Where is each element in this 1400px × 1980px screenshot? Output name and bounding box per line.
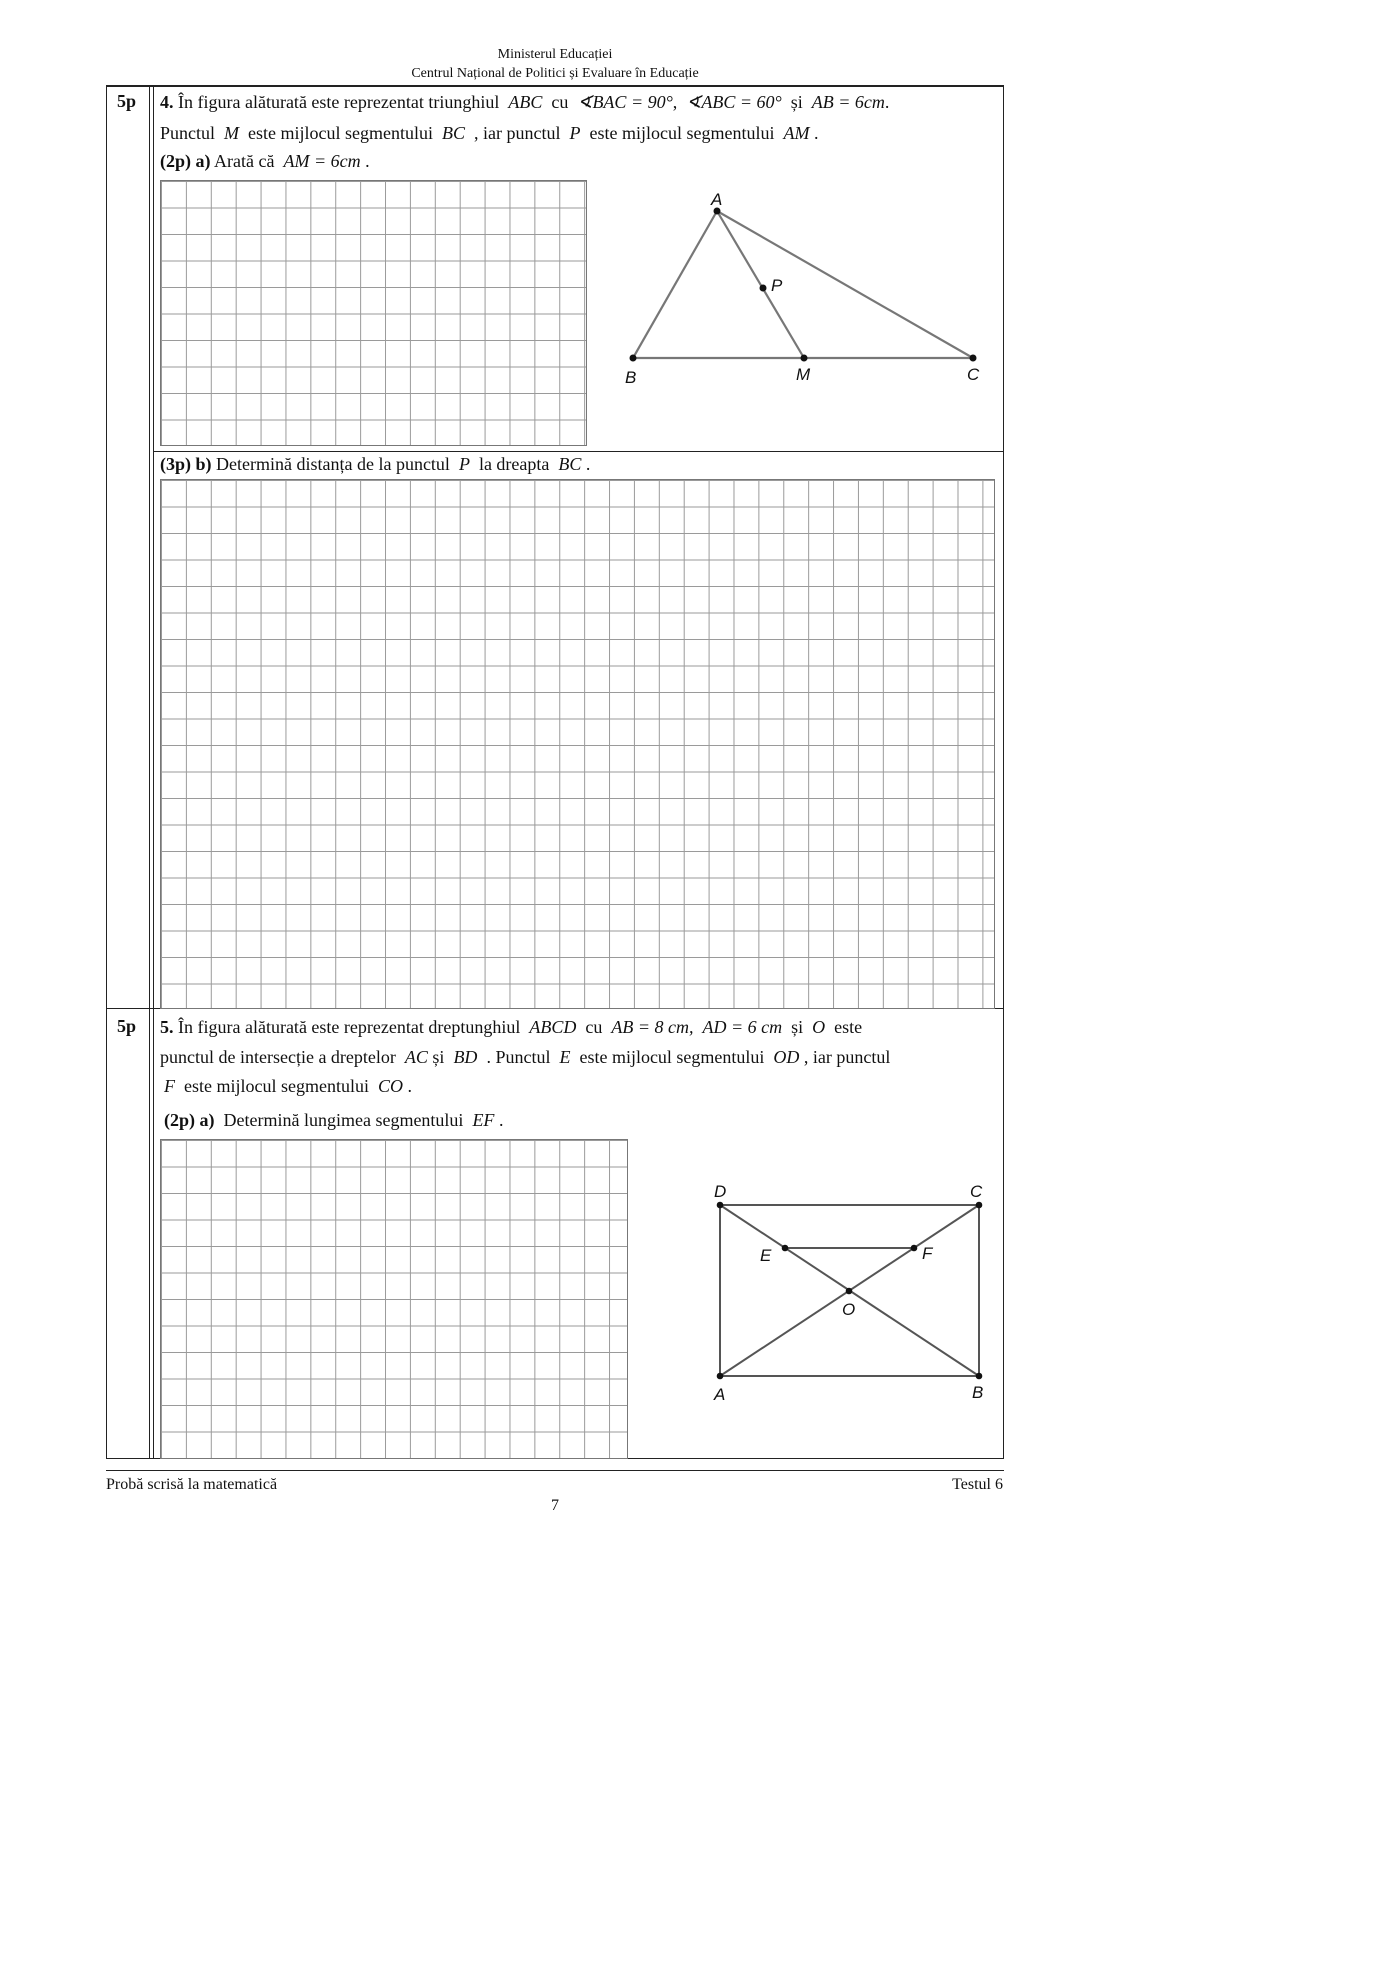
problem4-text: În figura alăturată este reprezentat triunghiul bbox=[178, 92, 500, 112]
part-a-text: Arată că bbox=[214, 151, 275, 171]
triangle-figure bbox=[600, 180, 1000, 400]
word-cu: cu bbox=[585, 1017, 603, 1037]
point-m-label: M bbox=[796, 365, 811, 384]
column-divider-a bbox=[149, 85, 150, 1459]
answer-grid-5a[interactable] bbox=[160, 1139, 628, 1459]
part-b-label: b) bbox=[195, 454, 212, 474]
problem5-statement-line3 bbox=[164, 1075, 412, 1097]
table-top-border bbox=[106, 85, 1004, 87]
table-right-border bbox=[1003, 85, 1004, 1459]
page-number: 7 bbox=[551, 1497, 559, 1514]
text-mijlocul-2: este mijlocul segmentului bbox=[184, 1076, 369, 1096]
angle-bac: ∢BAC = 90° bbox=[577, 92, 673, 112]
text-intersection: punctul de intersecție a dreptelor bbox=[160, 1047, 396, 1067]
problem5-number: 5. bbox=[160, 1017, 174, 1037]
problem4-number: 4. bbox=[160, 92, 174, 112]
point-e-label: E bbox=[760, 1246, 772, 1265]
point-o: O bbox=[812, 1017, 826, 1037]
part-b-text-2: la dreapta bbox=[478, 454, 550, 474]
text-mijlocul: este mijlocul segmentului bbox=[248, 123, 433, 143]
word-cu: cu bbox=[551, 92, 569, 112]
segment-ab-length: AB = 8 cm, bbox=[611, 1017, 694, 1037]
problem5-text: În figura alăturată este reprezentat dreptunghiul bbox=[178, 1017, 521, 1037]
part-a-text: Determină lungimea segmentului bbox=[223, 1110, 464, 1130]
period: . bbox=[813, 123, 819, 143]
problem5-statement-line1 bbox=[160, 1016, 862, 1038]
problem4-part-a bbox=[160, 150, 370, 172]
problem4-part-b bbox=[160, 453, 590, 475]
rectangle-name: ABCD bbox=[529, 1017, 577, 1037]
angle-abc: ∢ABC = 60° bbox=[686, 92, 782, 112]
line-bd: BD bbox=[453, 1047, 478, 1067]
part-a-points: (2p) bbox=[164, 1110, 195, 1130]
segment-ad-length: AD = 6 cm bbox=[702, 1017, 783, 1037]
answer-grid-4b[interactable] bbox=[160, 479, 995, 1009]
period: . bbox=[407, 1076, 412, 1096]
table-left-border bbox=[106, 85, 107, 1459]
text-iar-punctul: , iar punctul bbox=[803, 1047, 891, 1067]
period: . bbox=[884, 92, 890, 112]
problem5-part-a bbox=[164, 1109, 503, 1131]
problem5-statement-line2 bbox=[160, 1046, 890, 1068]
segment-co: CO bbox=[377, 1076, 403, 1096]
point-o-label: O bbox=[842, 1300, 856, 1319]
footer-rule bbox=[106, 1470, 1004, 1471]
vertex-a-label: A bbox=[714, 1385, 726, 1404]
text-mijlocul-2: este mijlocul segmentului bbox=[589, 123, 775, 143]
vertex-c-label: C bbox=[970, 1182, 983, 1201]
segment-ef: EF bbox=[472, 1110, 495, 1130]
footer-test-number: Testul 6 bbox=[952, 1476, 1003, 1493]
period: . bbox=[585, 454, 591, 474]
vertex-b-label: B bbox=[972, 1383, 984, 1402]
word-si: și bbox=[790, 92, 803, 112]
segment-bc: BC bbox=[441, 123, 465, 143]
word-si: și bbox=[791, 1017, 804, 1037]
problem4-points: 5p bbox=[117, 91, 137, 111]
point-m: M bbox=[224, 123, 240, 143]
part-a-label: a) bbox=[199, 1110, 215, 1130]
problem4-statement-line1 bbox=[160, 91, 889, 113]
vertex-a-label: A bbox=[711, 190, 723, 209]
vertex-b-label: B bbox=[625, 368, 637, 387]
vertex-d-label: D bbox=[714, 1182, 727, 1201]
point-f-label: F bbox=[922, 1244, 933, 1263]
point-p-ref: P bbox=[458, 454, 470, 474]
problem4-statement-line2 bbox=[160, 122, 818, 144]
triangle-name: ABC bbox=[508, 92, 543, 112]
segment-od: OD bbox=[773, 1047, 800, 1067]
segment-ab-length: AB = 6cm bbox=[811, 92, 885, 112]
part-b-text: Determină distanța de la punctul bbox=[216, 454, 450, 474]
part-b-points: (3p) bbox=[160, 454, 191, 474]
header-center: Centrul Național de Politici și Evaluare în Educație bbox=[411, 66, 699, 81]
word-este: este bbox=[834, 1017, 863, 1037]
rectangle-figure bbox=[700, 1170, 1000, 1410]
line-bc-ref: BC bbox=[558, 454, 582, 474]
text-mijlocul: este mijlocul segmentului bbox=[579, 1047, 765, 1067]
column-divider-b bbox=[153, 85, 154, 1459]
word-si-2: și bbox=[432, 1047, 445, 1067]
header-ministry: Ministerul Educației bbox=[497, 47, 613, 62]
point-p: P bbox=[569, 123, 581, 143]
period: . bbox=[498, 1110, 504, 1130]
part-a-label: a) bbox=[195, 151, 211, 171]
point-p-label: P bbox=[771, 276, 783, 295]
footer-exam-name: Probă scrisă la matematică bbox=[106, 1476, 278, 1493]
text-punctul: . Punctul bbox=[486, 1047, 551, 1067]
point-e: E bbox=[559, 1047, 571, 1067]
point-f: F bbox=[164, 1076, 175, 1096]
text-punctul: Punctul bbox=[160, 123, 216, 143]
part-a-points: (2p) bbox=[160, 151, 191, 171]
segment-am: AM bbox=[783, 123, 810, 143]
problem5-points: 5p bbox=[117, 1016, 137, 1036]
text-iar-punctul: , iar punctul bbox=[474, 123, 561, 143]
part-a-expression: AM = 6cm bbox=[283, 151, 361, 171]
part-b-separator bbox=[153, 451, 1004, 452]
line-ac: AC bbox=[404, 1047, 428, 1067]
comma: , bbox=[672, 92, 678, 112]
answer-grid-4a[interactable] bbox=[160, 180, 587, 446]
vertex-c-label: C bbox=[967, 365, 980, 384]
period: . bbox=[365, 151, 370, 171]
